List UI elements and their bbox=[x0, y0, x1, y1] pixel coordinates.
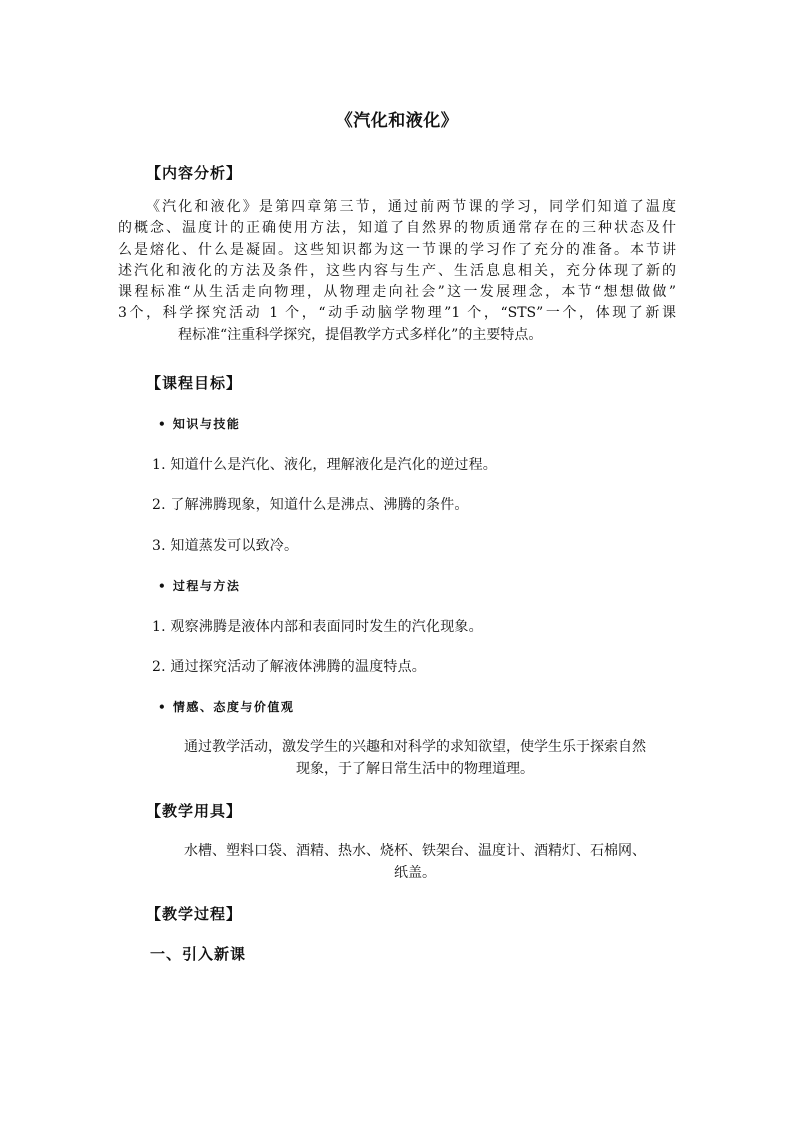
paragraph-line: 么是熔化、什么是凝固。这些知识都为这一节课的学习作了充分的准备。本节讲 bbox=[118, 241, 676, 258]
knowledge-item: 3. 知道蒸发可以致冷。 bbox=[152, 538, 299, 554]
content-analysis-paragraph bbox=[118, 197, 676, 346]
paragraph-line: 课程标准“从生活走向物理，从物理走向社会”这一发展理念，本节“想想做做” bbox=[118, 284, 676, 301]
text-line: 通过教学活动，激发学生的兴趣和对科学的求知欲望，使学生乐于探索自然 bbox=[184, 739, 646, 755]
emotion-values-label: • 情感、态度与价值观 bbox=[158, 700, 295, 714]
paragraph-line: 的概念、温度计的正确使用方法，知道了自然界的物质通常存在的三种状态及什 bbox=[118, 220, 676, 237]
emotion-values-text bbox=[140, 736, 690, 780]
process-item: 1. 观察沸腾是液体内部和表面同时发生的汽化现象。 bbox=[152, 619, 483, 635]
goals-heading: 【课程目标】 bbox=[146, 374, 243, 392]
text-line: 纸盖。 bbox=[394, 865, 436, 881]
text-line: 现象，于了解日常生活中的物理道理。 bbox=[296, 761, 534, 777]
teaching-process-heading: 【教学过程】 bbox=[146, 905, 243, 923]
paragraph-line: 程标准“注重科学探究，提倡教学方式多样化”的主要特点。 bbox=[178, 326, 543, 343]
document-title: 《汽化和液化》 bbox=[335, 111, 459, 131]
paragraph-line: 述汽化和液化的方法及条件，这些内容与生产、生活息息相关，充分体现了新的 bbox=[118, 262, 676, 279]
process-method-label: • 过程与方法 bbox=[158, 579, 241, 593]
intro-step-heading: 一、引入新课 bbox=[150, 945, 247, 963]
tools-text bbox=[140, 840, 690, 884]
knowledge-item: 1. 知道什么是汽化、液化，理解液化是汽化的逆过程。 bbox=[152, 457, 498, 473]
process-item: 2. 通过探究活动了解液体沸腾的温度特点。 bbox=[152, 659, 427, 675]
knowledge-item: 2. 了解沸腾现象，知道什么是沸点、沸腾的条件。 bbox=[152, 497, 469, 513]
paragraph-line: 3个，科学探究活动 1 个，“动手动脑学物理”1 个，“STS”一个，体现了新课 bbox=[118, 305, 676, 322]
text-line: 水槽、塑料口袋、酒精、热水、烧杯、铁架台、温度计、酒精灯、石棉网、 bbox=[184, 843, 646, 859]
paragraph-line: 《汽化和液化》是第四章第三节，通过前两节课的学习，同学们知道了温度 bbox=[146, 199, 676, 215]
content-analysis-heading: 【内容分析】 bbox=[146, 164, 243, 182]
knowledge-skills-label: • 知识与技能 bbox=[158, 417, 241, 431]
tools-heading: 【教学用具】 bbox=[146, 802, 243, 820]
